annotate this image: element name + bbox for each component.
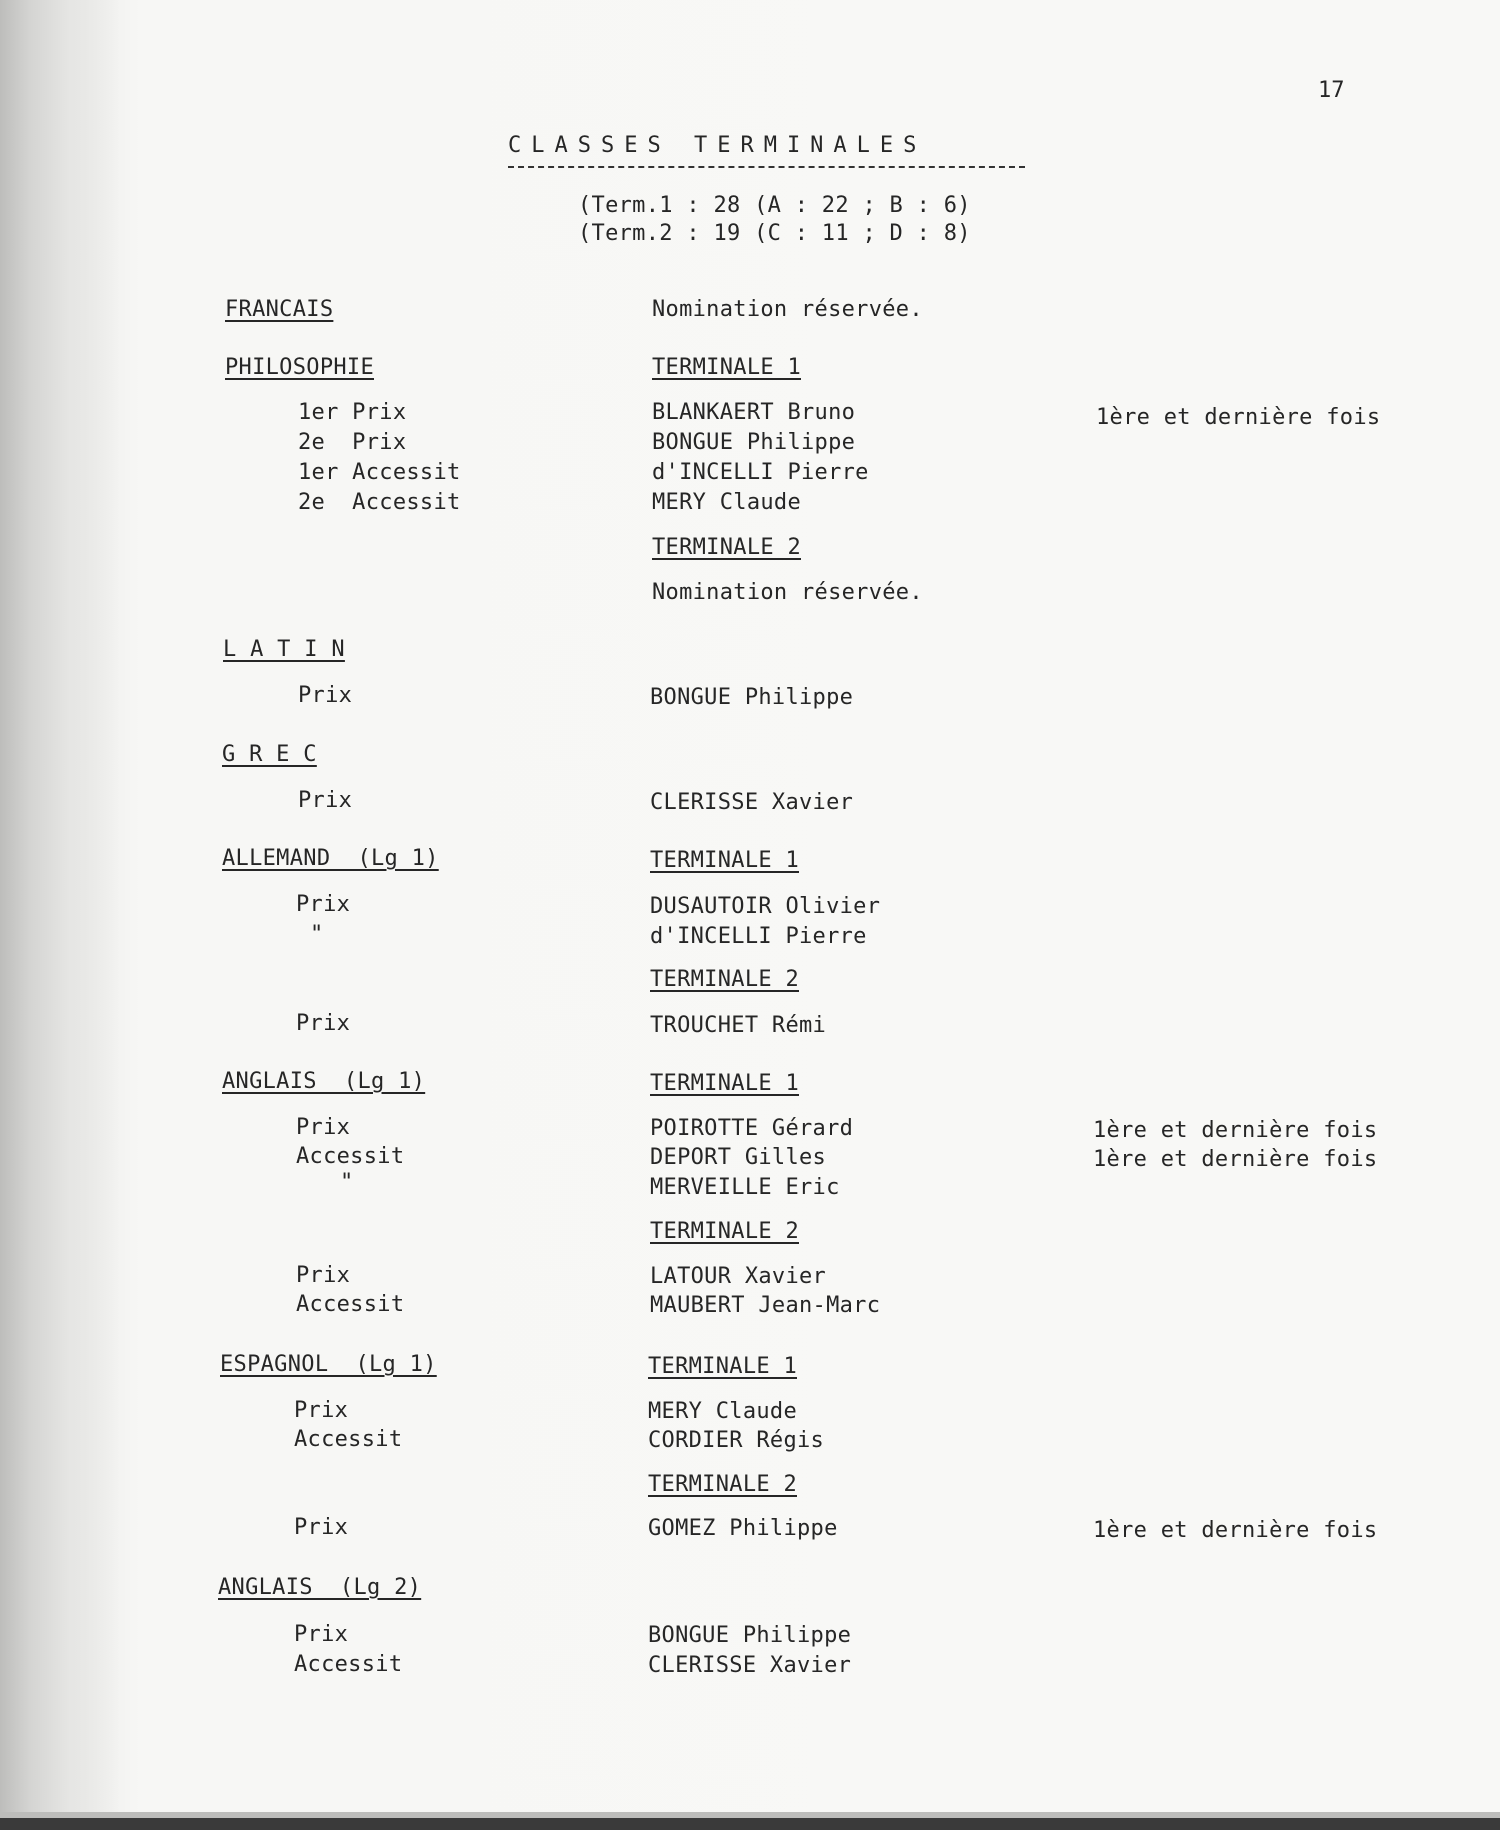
allemand-award: Prix (296, 892, 351, 917)
allemand-award2: Prix (296, 1011, 351, 1036)
allemand-name2: TROUCHET Rémi (650, 1013, 827, 1038)
subject-anglais-lg2: ANGLAIS (Lg 2) (218, 1575, 422, 1600)
subject-allemand: ALLEMAND (Lg 1) (222, 846, 439, 871)
allemand-award: " (310, 922, 324, 947)
espagnol-award2: Prix (294, 1515, 349, 1540)
anglais1-name: MERVEILLE Eric (650, 1175, 840, 1200)
espagnol-name: MERY Claude (648, 1399, 797, 1424)
espagnol-award: Accessit (294, 1427, 403, 1452)
philosophie-note: 1ère et dernière fois (1096, 405, 1381, 430)
grec-name: CLERISSE Xavier (650, 790, 854, 815)
page-bottom-edge (0, 1818, 1500, 1830)
espagnol-name2: GOMEZ Philippe (648, 1516, 838, 1541)
philosophie-award: 2e Prix (298, 430, 407, 455)
page-title: CLASSES TERMINALES (508, 133, 927, 158)
espagnol-note: 1ère et dernière fois (1093, 1518, 1378, 1543)
philosophie-name: BONGUE Philippe (652, 430, 856, 455)
anglais2-award: Prix (294, 1622, 349, 1647)
espagnol-class2: TERMINALE 2 (648, 1472, 797, 1497)
anglais1-note: 1ère et dernière fois (1093, 1147, 1378, 1172)
title-underline (508, 166, 1025, 168)
philosophie-class1: TERMINALE 1 (652, 355, 801, 380)
subtitle-term2: (Term.2 : 19 (C : 11 ; D : 8) (578, 221, 971, 246)
anglais1-name2: MAUBERT Jean-Marc (650, 1293, 881, 1318)
binding-shadow (0, 0, 120, 1830)
philosophie-name: BLANKAERT Bruno (652, 400, 856, 425)
anglais1-name2: LATOUR Xavier (650, 1264, 827, 1289)
philosophie-name: d'INCELLI Pierre (652, 460, 869, 485)
anglais1-class2: TERMINALE 2 (650, 1219, 799, 1244)
latin-name: BONGUE Philippe (650, 685, 854, 710)
allemand-class2: TERMINALE 2 (650, 967, 799, 992)
philosophie-name: MERY Claude (652, 490, 801, 515)
subject-philosophie: PHILOSOPHIE (225, 355, 374, 380)
page-number: 17 (1318, 78, 1345, 103)
allemand-name: DUSAUTOIR Olivier (650, 894, 881, 919)
philosophie-nomination2: Nomination réservée. (652, 580, 923, 605)
subject-francais: FRANCAIS (225, 297, 334, 322)
anglais1-name: DEPORT Gilles (650, 1145, 827, 1170)
subtitle-term1: (Term.1 : 28 (A : 22 ; B : 6) (578, 193, 971, 218)
subject-grec: G R E C (222, 742, 317, 767)
anglais1-note: 1ère et dernière fois (1093, 1118, 1378, 1143)
espagnol-class1: TERMINALE 1 (648, 1354, 797, 1379)
subject-latin: L A T I N (223, 637, 345, 662)
philosophie-award: 1er Prix (298, 400, 407, 425)
espagnol-name: CORDIER Régis (648, 1428, 825, 1453)
anglais2-award: Accessit (294, 1652, 403, 1677)
anglais2-name: BONGUE Philippe (648, 1623, 852, 1648)
anglais1-award: " (340, 1170, 354, 1195)
philosophie-award: 1er Accessit (298, 460, 461, 485)
latin-award: Prix (298, 683, 353, 708)
espagnol-award: Prix (294, 1398, 349, 1423)
anglais1-name: POIROTTE Gérard (650, 1116, 854, 1141)
allemand-name: d'INCELLI Pierre (650, 924, 867, 949)
philosophie-award: 2e Accessit (298, 490, 461, 515)
subject-espagnol: ESPAGNOL (Lg 1) (220, 1352, 437, 1377)
francais-nomination: Nomination réservée. (652, 297, 923, 322)
anglais1-award2: Accessit (296, 1292, 405, 1317)
anglais1-award: Prix (296, 1115, 351, 1140)
grec-award: Prix (298, 788, 353, 813)
anglais2-name: CLERISSE Xavier (648, 1653, 852, 1678)
anglais1-award: Accessit (296, 1144, 405, 1169)
allemand-class1: TERMINALE 1 (650, 848, 799, 873)
philosophie-class2: TERMINALE 2 (652, 535, 801, 560)
anglais1-class1: TERMINALE 1 (650, 1071, 799, 1096)
subject-anglais-lg1: ANGLAIS (Lg 1) (222, 1069, 426, 1094)
anglais1-award2: Prix (296, 1263, 351, 1288)
